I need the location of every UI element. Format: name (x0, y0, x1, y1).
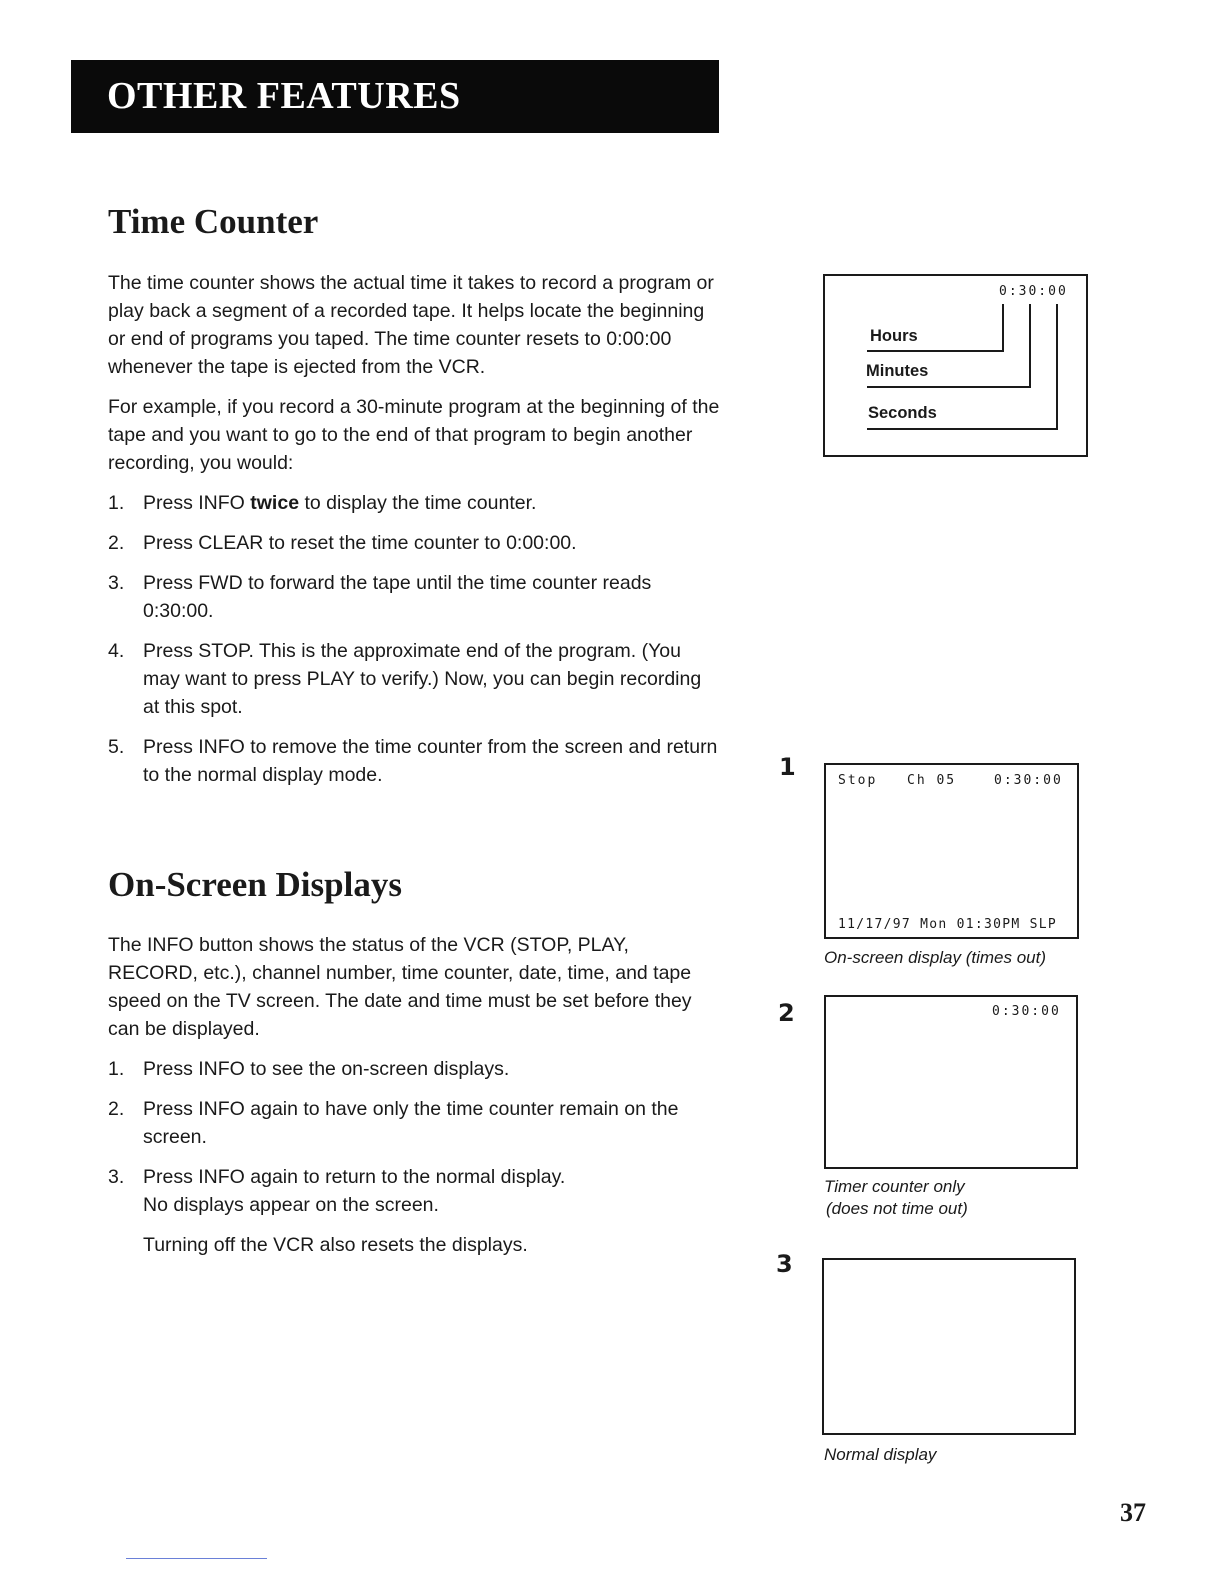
display-step-number: 3 (776, 1250, 793, 1278)
list-item (108, 489, 720, 517)
display-caption: On-screen display (times out) (824, 948, 1047, 967)
display-caption: Timer counter only (824, 1177, 965, 1196)
tv-screen-full-display (824, 763, 1079, 939)
list-item (108, 529, 720, 557)
counter-diagram (823, 274, 1088, 457)
step-emphasis: twice (250, 492, 300, 514)
on-screen-heading: On-Screen Displays (108, 865, 402, 904)
step-number: 2. (108, 532, 125, 554)
counter-text: 0:30:00 (994, 773, 1063, 788)
step-number: 2. (108, 1098, 125, 1120)
step-number: 3. (108, 1166, 125, 1188)
time-counter-body (108, 269, 720, 801)
tv-screen-counter-only (824, 995, 1078, 1169)
minutes-label: Minutes (866, 362, 929, 380)
step-text: Press INFO again to have only the time counter remain on the screen. (143, 1098, 679, 1148)
list-item (108, 733, 720, 789)
page-number: 37 (1120, 1498, 1146, 1527)
step-number: 1. (108, 1058, 125, 1080)
banner-title: OTHER FEATURES (107, 75, 461, 117)
channel-text: Ch 05 (907, 773, 957, 788)
step-number: 3. (108, 572, 125, 594)
counter-readout: 0:30:00 (999, 284, 1068, 299)
status-text: Stop (838, 773, 878, 788)
counter-leader-lines (825, 276, 1088, 457)
step-text: Press STOP. This is the approximate end of the program. (You may want to press PLAY to verify.) Now, you can begin recording at this spot. (143, 640, 702, 718)
section-banner (71, 60, 719, 133)
time-counter-steps (108, 489, 720, 789)
step-number: 5. (108, 736, 125, 758)
date-time-speed-text: 11/17/97 Mon 01:30PM SLP (838, 917, 1058, 932)
step-text: Press INFO to see the on-screen displays. (143, 1058, 510, 1080)
time-counter-example: For example, if you record a 30-minute program at the beginning of the tape and you want to go to the end of that program to begin another recording, you would: (108, 396, 720, 474)
on-screen-steps (108, 1055, 720, 1219)
step-number: 4. (108, 640, 125, 662)
step-text: to display the time counter. (299, 492, 537, 514)
list-item (108, 637, 720, 721)
step-text: Press FWD to forward the tape until the time counter reads 0:30:00. (143, 572, 652, 622)
footer-rule (126, 1558, 267, 1559)
hours-label: Hours (870, 327, 918, 345)
step-text: Press INFO to remove the time counter from the screen and return to the normal display mode. (143, 736, 718, 786)
on-screen-body (108, 931, 720, 1271)
on-screen-intro: The INFO button shows the status of the VCR (STOP, PLAY, RECORD, etc.), channel number, time counter, date, time, and tape speed on the TV screen. The date and time must be set before they can be displayed. (108, 934, 692, 1040)
display-caption: (does not time out) (826, 1199, 968, 1218)
list-item (108, 1055, 720, 1083)
step-text-continued: No displays appear on the screen. (143, 1194, 439, 1216)
reset-note: Turning off the VCR also resets the displays. (143, 1234, 528, 1256)
counter-text: 0:30:00 (992, 1004, 1061, 1019)
step-text: Press CLEAR to reset the time counter to 0:00:00. (143, 532, 577, 554)
time-counter-intro: The time counter shows the actual time it takes to record a program or play back a segment of a recorded tape. It helps locate the beginning or end of programs you taped. The time counter resets to 0:00:00 whenever the tape is ejected from the VCR. (108, 272, 714, 378)
step-number: 1. (108, 492, 125, 514)
list-item (108, 1095, 720, 1151)
step-text: Press INFO again to return to the normal display. (143, 1166, 566, 1188)
display-step-number: 1 (779, 753, 796, 781)
list-item (108, 1163, 720, 1219)
seconds-label: Seconds (868, 404, 937, 422)
display-step-number: 2 (778, 999, 795, 1027)
time-counter-heading: Time Counter (108, 202, 319, 241)
display-caption: Normal display (824, 1445, 937, 1464)
tv-screen-normal-display (822, 1258, 1076, 1435)
step-text: Press INFO (143, 492, 251, 514)
list-item (108, 569, 720, 625)
